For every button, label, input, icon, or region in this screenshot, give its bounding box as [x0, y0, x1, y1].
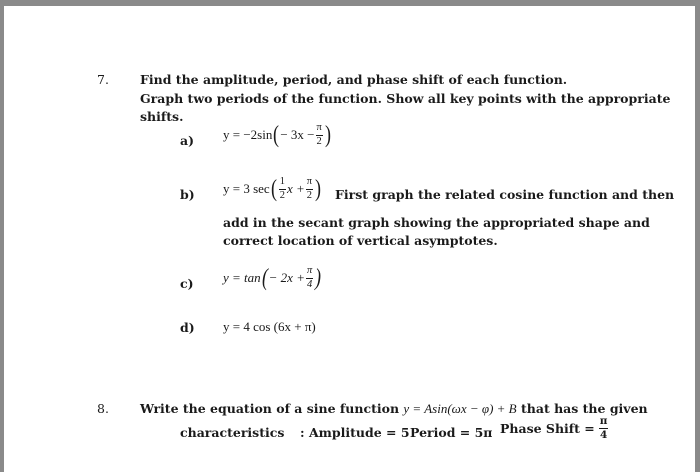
right-paren: ): [315, 265, 322, 291]
part-b-mid: x +: [286, 181, 305, 196]
fraction-denominator: 2: [316, 135, 322, 147]
part-a-equation: [223, 123, 332, 147]
part-b-prefix: y = 3 sec: [223, 181, 270, 196]
problem-8-equation: y = Asin(ωx − φ) + B: [403, 401, 517, 416]
phase-shift-spec: [500, 416, 609, 440]
fraction-numerator: π: [306, 177, 313, 190]
part-c-fraction: [306, 266, 313, 290]
part-a-label: a): [180, 133, 195, 148]
left-paren: (: [261, 265, 268, 291]
part-b-equation: [223, 177, 322, 201]
part-a-fraction: [316, 123, 323, 147]
part-d-equation: y = 4 cos (6x + π): [223, 319, 316, 334]
phase-shift-label: Phase Shift =: [500, 420, 595, 436]
part-b-note-line2: add in the secant graph showing the appropriated shape and: [223, 215, 650, 230]
problem-7-number: 7.: [97, 72, 109, 87]
problem-7-instruction-line2: Graph two periods of the function. Show all key points with the appropriate: [140, 91, 671, 106]
right-paren: ): [315, 176, 322, 202]
part-c-label: c): [180, 276, 194, 291]
amplitude-spec: : Amplitude = 5: [300, 425, 410, 440]
problem-8-number: 8.: [97, 401, 109, 416]
problem-8-text: [140, 401, 648, 417]
part-c-prefix: y = tan: [223, 270, 261, 285]
window-frame-top: [0, 0, 700, 6]
window-frame-right: [695, 0, 700, 472]
period-spec: Period = 5π: [410, 425, 493, 440]
problem-8-text-lead: Write the equation of a sine function: [140, 401, 400, 416]
part-c-inner: − 2x +: [268, 270, 305, 285]
part-b-note-line3: correct location of vertical asymptotes.: [223, 233, 498, 248]
part-b-fraction-1: [279, 177, 286, 201]
part-b-label: b): [180, 187, 195, 202]
fraction-denominator: 4: [306, 278, 313, 290]
fraction-denominator: 2: [306, 189, 313, 201]
part-a-inner: − 3x −: [280, 127, 315, 142]
left-paren: (: [273, 122, 280, 148]
part-a-prefix: y = −2sin: [223, 127, 273, 142]
problem-7-instruction-line3: shifts.: [140, 109, 184, 124]
problem-8-text-tail: that has the given: [520, 401, 648, 416]
part-c-equation: [223, 266, 322, 290]
part-b-note-line1: First graph the related cosine function and then: [335, 187, 675, 202]
fraction-numerator: π: [306, 266, 313, 279]
window-frame-left: [0, 0, 4, 472]
left-paren: (: [270, 176, 277, 202]
fraction-denominator: 2: [279, 189, 285, 201]
right-paren: ): [324, 122, 331, 148]
fraction-numerator: π: [599, 415, 608, 427]
problem-7-instruction-line1: Find the amplitude, period, and phase shift of each function.: [140, 72, 568, 87]
fraction-numerator: π: [316, 123, 323, 136]
phase-shift-fraction: [599, 416, 609, 440]
part-d-label: d): [180, 320, 195, 335]
fraction-denominator: 4: [599, 428, 608, 441]
characteristics-label: characteristics: [180, 425, 285, 440]
part-b-fraction-2: [306, 177, 313, 201]
fraction-numerator: 1: [279, 177, 286, 190]
